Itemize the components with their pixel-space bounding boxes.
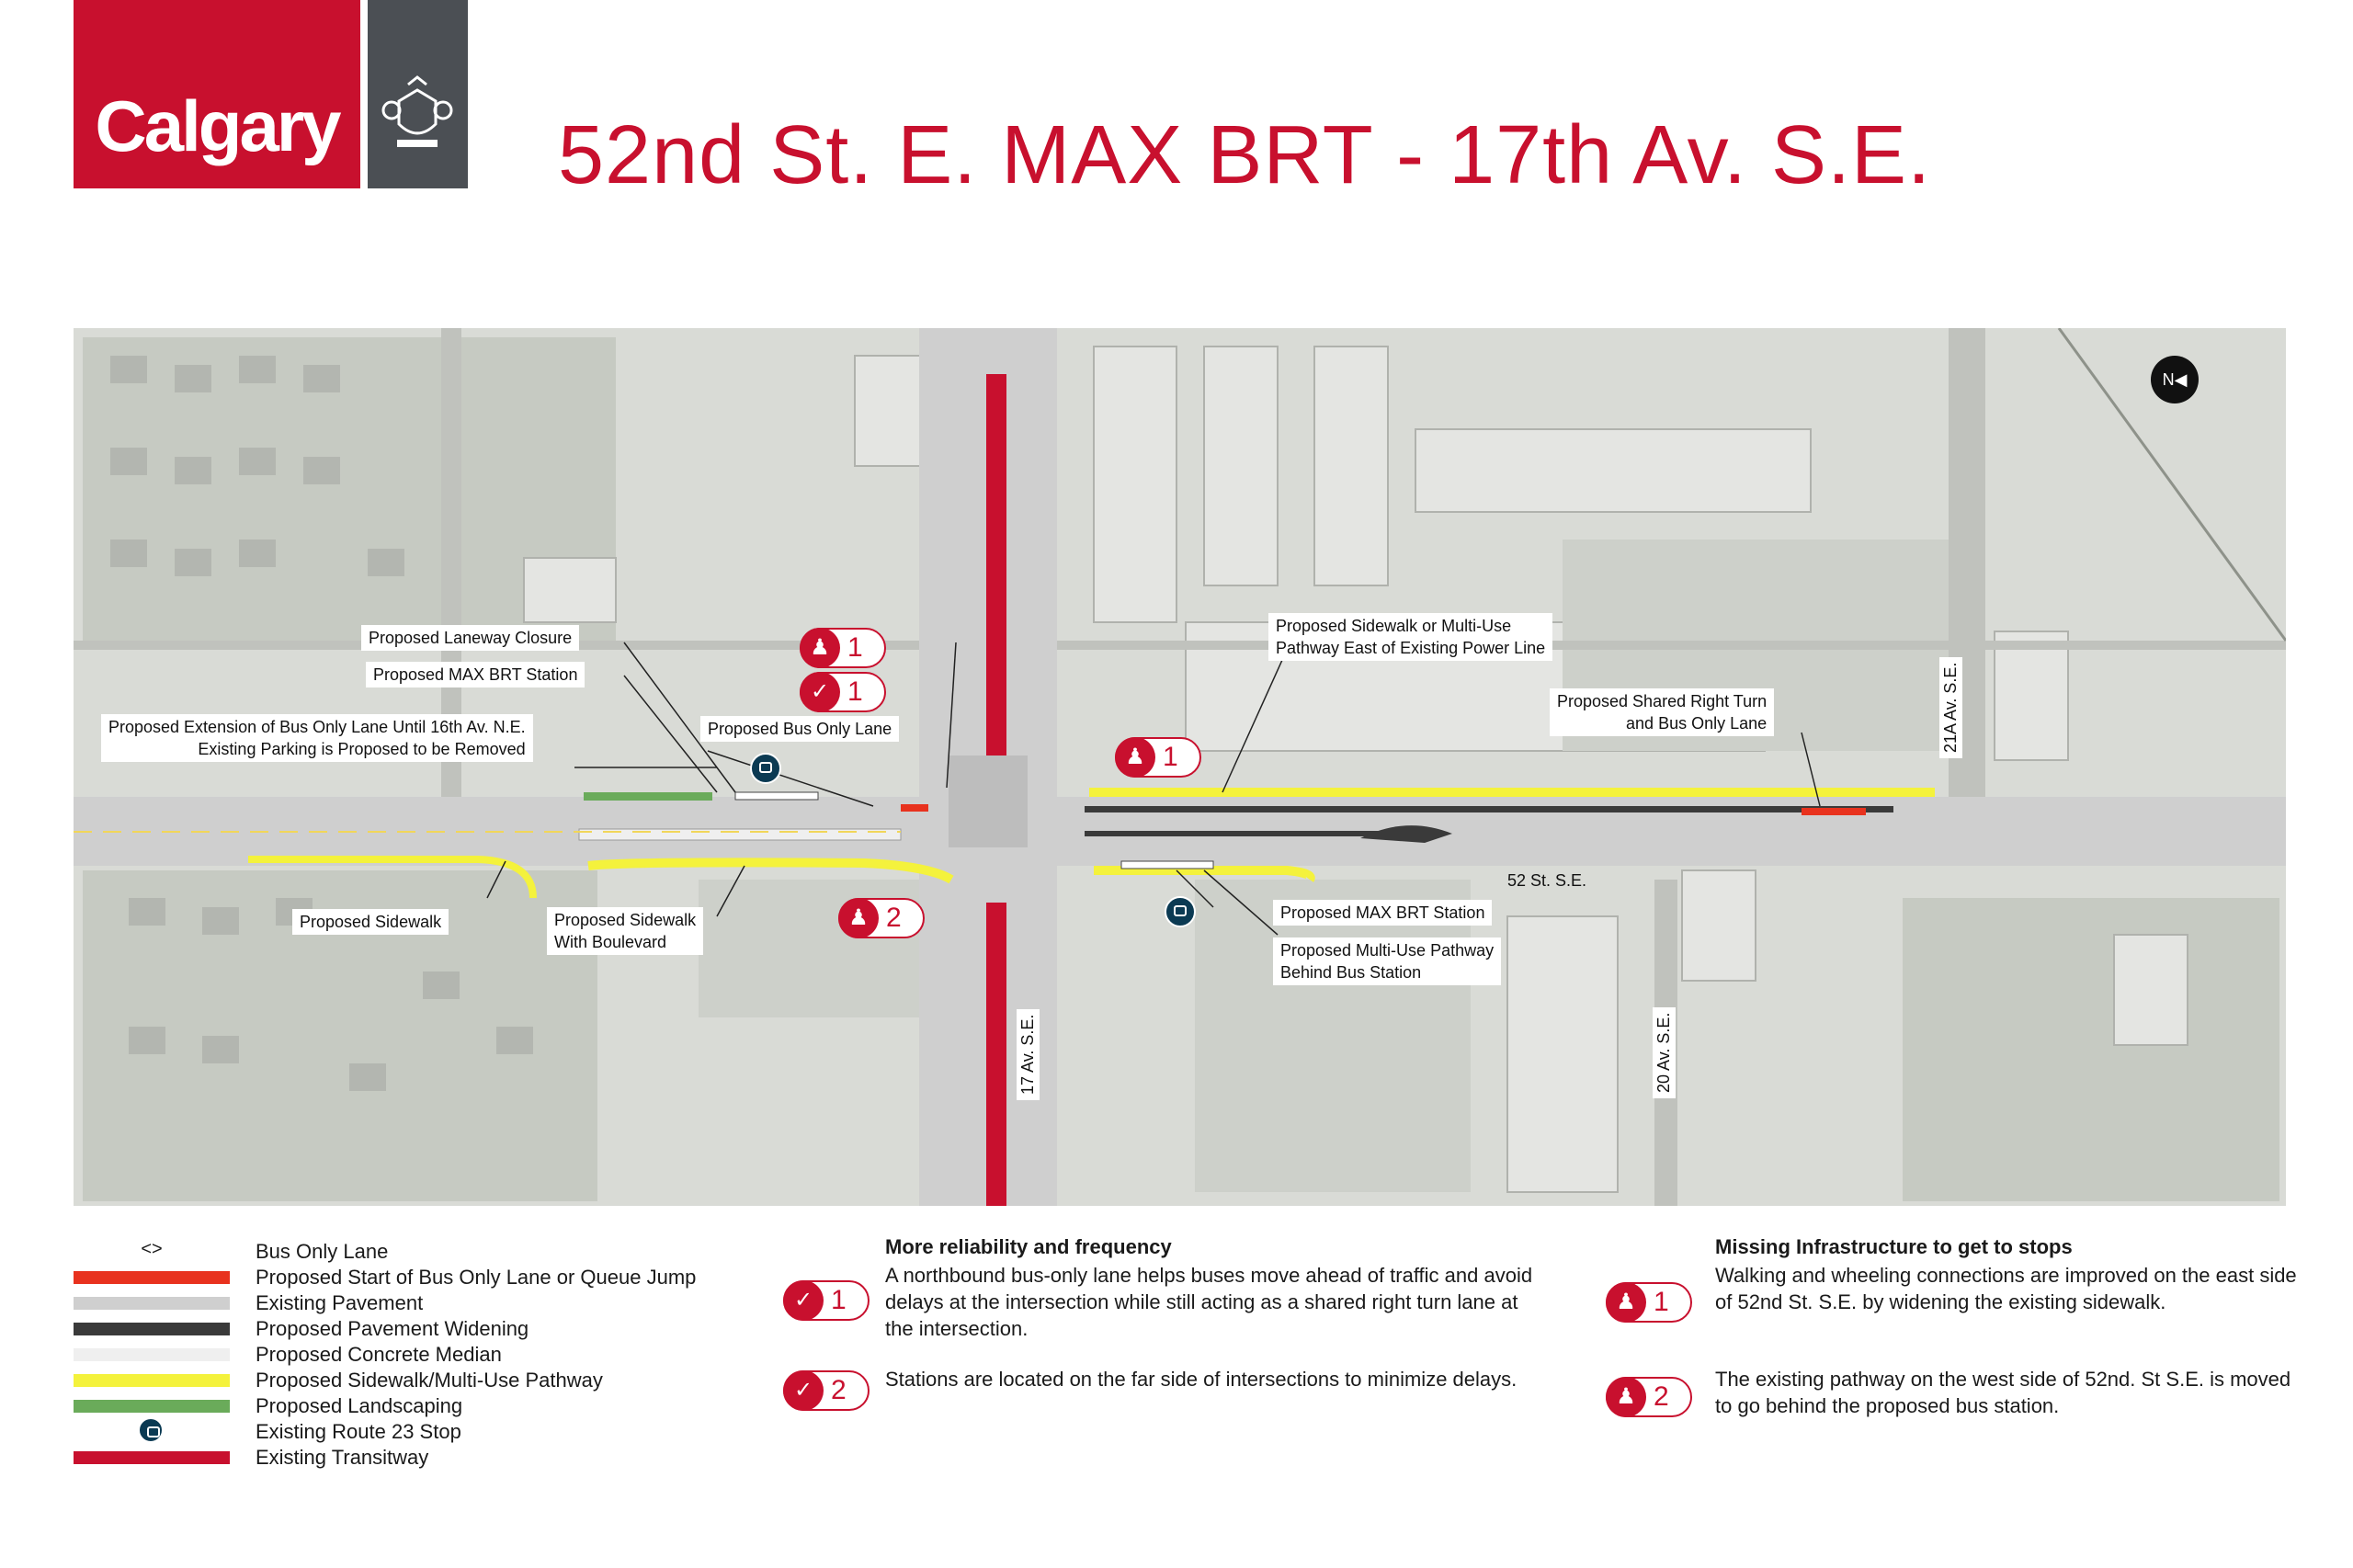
north-arrow-icon: N◀ (2151, 356, 2199, 403)
legend-item-route-23-stop: Existing Route 23 Stop (74, 1420, 717, 1444)
callout-sidewalk-mup (1268, 613, 1552, 661)
swatch-existing-pavement (74, 1297, 230, 1310)
street-label-52-st: 52 St. S.E. (1507, 871, 1587, 890)
page-title: 52nd St. E. MAX BRT - 17th Av. S.E. (558, 109, 1932, 201)
street-label-21a-av: 21A Av. S.E. (1939, 657, 1962, 758)
callout-mup-behind-line2: Behind Bus Station (1280, 963, 1422, 982)
swatch-queue-jump (74, 1271, 230, 1284)
legend-item-sidewalk-mup: Proposed Sidewalk/Multi-Use Pathway (74, 1369, 717, 1392)
reliability-heading: More reliability and frequency (885, 1235, 1172, 1258)
logo-text: Calgary (95, 85, 339, 166)
missing-badge-1: ♟ 1 (1606, 1282, 1692, 1323)
bus-stop-icon (138, 1417, 164, 1443)
callout-sidewalk-boulevard-line2: With Boulevard (554, 933, 667, 951)
reliability-badge-2: ✓ 2 (783, 1370, 870, 1411)
missing-text-1: Walking and wheeling connections are improved on the east side of 52nd St. S.E. by widening the existing sidewalk. (1715, 1264, 2297, 1313)
pedestrian-icon: ♟ (838, 898, 879, 938)
callout-sidewalk-mup-line1: Proposed Sidewalk or Multi-Use (1276, 617, 1512, 635)
swatch-transitway (74, 1451, 230, 1464)
callout-brt-station-west: Proposed MAX BRT Station (366, 662, 585, 687)
callout-sidewalk-boulevard (547, 907, 703, 955)
callout-proposed-sidewalk: Proposed Sidewalk (292, 909, 449, 935)
city-crest-icon (381, 74, 454, 156)
checkmark-icon: ✓ (783, 1370, 824, 1411)
map-badge-infrastructure-1: ♟ 1 (800, 628, 886, 668)
legend-item-transitway: Existing Transitway (74, 1446, 717, 1470)
missing-heading: Missing Infrastructure to get to stops (1715, 1235, 2073, 1258)
checkmark-icon: ✓ (800, 672, 840, 712)
missing-text-2: The existing pathway on the west side of 52nd. St S.E. is moved to go behind the proposed bus station. (1715, 1368, 2291, 1417)
callout-bus-lane-extension (101, 714, 533, 762)
callout-sidewalk-mup-line2: Pathway East of Existing Power Line (1276, 639, 1546, 657)
callout-brt-station-east: Proposed MAX BRT Station (1273, 900, 1492, 926)
callout-shared-right-turn (1550, 688, 1774, 736)
callout-bus-lane-extension-line1: Proposed Extension of Bus Only Lane Until 16th Av. N.E. (108, 718, 526, 736)
legend-item-concrete-median: Proposed Concrete Median (74, 1343, 717, 1367)
reliability-text-1: A northbound bus-only lane helps buses move ahead of traffic and avoid delays at the intersection while still acting as a shared right turn lane at the intersection. (885, 1264, 1533, 1340)
pedestrian-icon: ♟ (1606, 1377, 1646, 1417)
pedestrian-icon: ♟ (1115, 737, 1155, 778)
missing-badge-2: ♟ 2 (1606, 1377, 1692, 1417)
map-badge-infrastructure-2: ♟ 2 (838, 898, 925, 938)
bus-stop-icon-east (1165, 896, 1196, 927)
pedestrian-icon: ♟ (1606, 1282, 1646, 1323)
legend-item-queue-jump: Proposed Start of Bus Only Lane or Queue Jump (74, 1266, 717, 1290)
crest-panel (368, 0, 468, 188)
reliability-text-2: Stations are located on the far side of intersections to minimize delays. (885, 1368, 1518, 1391)
calgary-logo (74, 0, 360, 188)
callout-mup-behind-line1: Proposed Multi-Use Pathway (1280, 941, 1495, 960)
map-badge-infrastructure-1-east: ♟ 1 (1115, 737, 1201, 778)
map-badge-reliability-1: ✓ 1 (800, 672, 886, 712)
bus-lane-diamond-icon: <> (141, 1239, 163, 1259)
swatch-pavement-widening (74, 1323, 230, 1335)
callout-shared-right-line1: Proposed Shared Right Turn (1557, 692, 1768, 710)
pedestrian-icon: ♟ (800, 628, 840, 668)
checkmark-icon: ✓ (783, 1280, 824, 1321)
legend-item-existing-pavement: Existing Pavement (74, 1291, 717, 1315)
callout-sidewalk-boulevard-line1: Proposed Sidewalk (554, 911, 697, 929)
bus-stop-icon-west (750, 753, 781, 784)
legend-item-pavement-widening: Proposed Pavement Widening (74, 1317, 717, 1341)
callout-mup-behind-station (1273, 937, 1501, 985)
street-label-20-av: 20 Av. S.E. (1653, 1007, 1676, 1098)
callout-laneway-closure: Proposed Laneway Closure (361, 625, 579, 651)
legend-item-landscaping: Proposed Landscaping (74, 1394, 717, 1418)
swatch-landscaping (74, 1400, 230, 1413)
swatch-concrete-median (74, 1348, 230, 1361)
callout-bus-only-lane: Proposed Bus Only Lane (700, 716, 899, 742)
aerial-map (74, 328, 2286, 1206)
callout-shared-right-line2: and Bus Only Lane (1626, 714, 1768, 733)
reliability-badge-1: ✓ 1 (783, 1280, 870, 1321)
callout-bus-lane-extension-line2: Existing Parking is Proposed to be Removed (198, 740, 526, 758)
legend-item-bus-only-lane: <> Bus Only Lane (74, 1240, 717, 1264)
street-label-17-av: 17 Av. S.E. (1017, 1009, 1040, 1100)
swatch-sidewalk-mup (74, 1374, 230, 1387)
